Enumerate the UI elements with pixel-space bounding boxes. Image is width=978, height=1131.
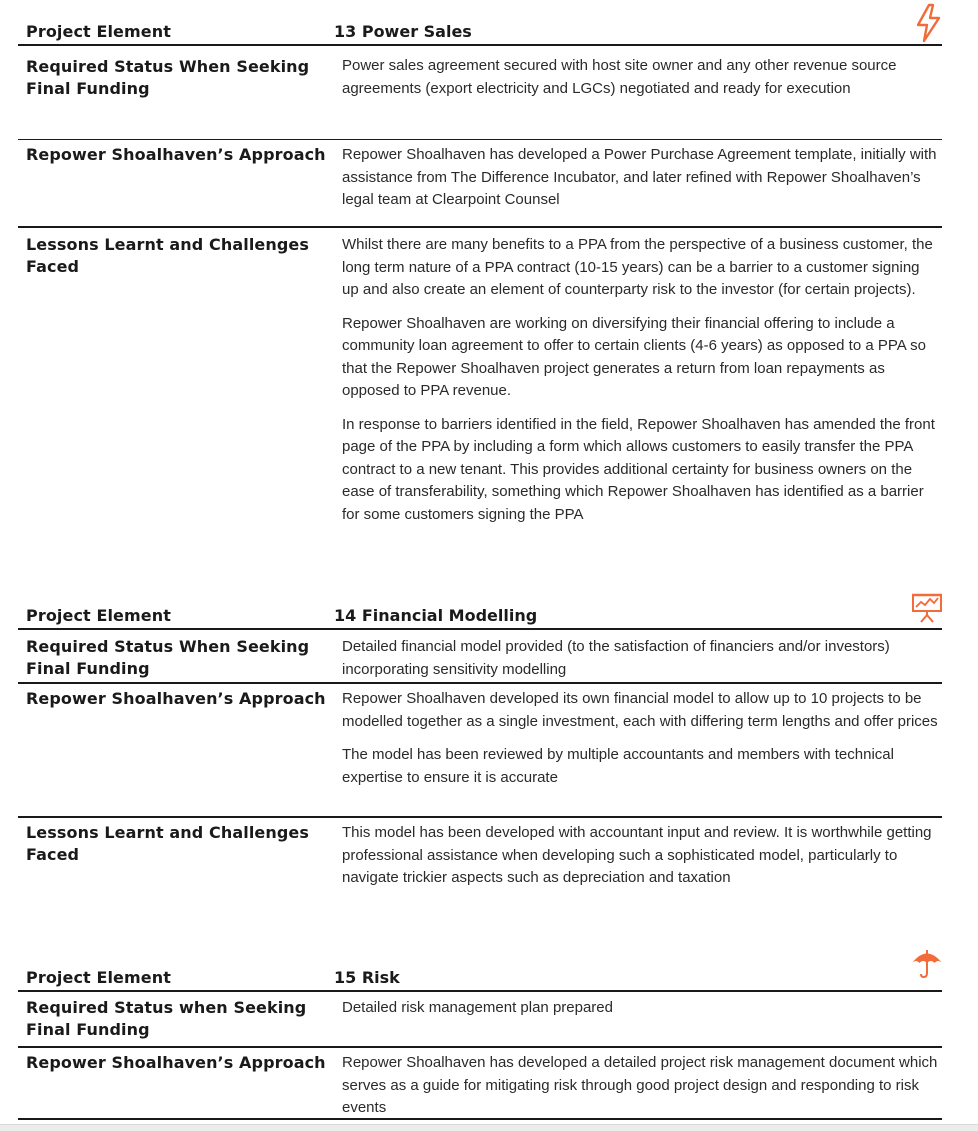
row-paragraph: Repower Shoalhaven has developed a detailed project risk management document which serves as a guide for mitigating risk through good project design and responding to risk events <box>342 1054 938 1116</box>
row-paragraph: Power sales agreement secured with host site owner and any other revenue source agreements (export electricity and LGCs) negotiated and ready for execution <box>342 57 897 97</box>
row-value <box>334 234 942 556</box>
row-value <box>334 636 942 682</box>
section-title: 13 Power Sales <box>334 22 472 41</box>
section-financial-modelling <box>18 606 942 916</box>
row-paragraph: Whilst there are many benefits to a PPA from the perspective of a business customer, the long term nature of a PPA contract (10-15 years) can be a barrier to a customer signing up and also create an element of counterparty risk to the investor (for certain projects). <box>342 236 933 298</box>
lightning-bolt-icon <box>913 3 943 43</box>
row-label: Required Status When Seeking Final Funding <box>26 637 310 678</box>
row-paragraph: This model has been developed with accountant input and review. It is worthwhile getting professional assistance when developing such a sophisticated model, particularly to navigate trickier aspects such as depreciation and taxation <box>342 824 932 886</box>
section-header <box>18 964 942 992</box>
row-paragraph: In response to barriers identified in the field, Repower Shoalhaven has amended the front page of the PPA by including a form which allows customers to easily transfer the PPA contract to a new tenant. This provides additional certainty for business owners on the ease of transferability, something which Repower Shoalhaven has identified as a barrier for some customers signing the PPA <box>342 415 935 523</box>
row-paragraph: Repower Shoalhaven are working on diversifying their financial offering to include a community loan agreement to offer to certain clients (4-6 years) as opposed to a PPA so that the Repower Shoalhaven project generates a return from loan repayments as opposed to PPA revenue. <box>342 314 926 399</box>
header-label: Project Element <box>26 22 171 41</box>
row-paragraph: Detailed financial model provided (to the satisfaction of financiers and/or investors) incorporating sensitivity modelling <box>342 638 890 678</box>
row-paragraph: Repower Shoalhaven has developed a Power Purchase Agreement template, initially with assistance from The Difference Incubator, and later refined with Repower Shoalhaven’s legal team at Clearpoint Counsel <box>342 146 937 208</box>
umbrella-icon <box>910 946 944 980</box>
section-title: 14 Financial Modelling <box>334 606 538 625</box>
row-label: Repower Shoalhaven’s Approach <box>26 689 326 708</box>
row-value <box>334 822 942 916</box>
section-power-sales-body <box>18 55 942 556</box>
row-label: Repower Shoalhaven’s Approach <box>26 1053 326 1072</box>
table-row <box>18 816 942 916</box>
table-row <box>18 55 942 139</box>
row-value <box>334 144 942 226</box>
table-row <box>18 139 942 226</box>
row-value <box>334 1052 942 1118</box>
row-paragraph: Repower Shoalhaven developed its own financial model to allow up to 10 projects to be modelled together as a single investment, each with differing term lengths and offer prices <box>342 690 938 730</box>
table-row <box>18 682 942 816</box>
row-value <box>334 688 942 816</box>
row-label: Lessons Learnt and Challenges Faced <box>26 235 309 276</box>
section-header <box>18 606 942 630</box>
row-label: Lessons Learnt and Challenges Faced <box>26 823 309 864</box>
row-paragraph: The model has been reviewed by multiple accountants and members with technical expertise to ensure it is accurate <box>342 746 894 786</box>
section-header <box>18 24 942 46</box>
row-label: Repower Shoalhaven’s Approach <box>26 145 326 164</box>
section-title: 15 Risk <box>334 968 400 987</box>
table-row <box>18 1046 942 1120</box>
table-row <box>18 992 942 1046</box>
row-label: Required Status when Seeking Final Funding <box>26 998 307 1039</box>
row-value <box>334 997 942 1046</box>
table-row <box>18 630 942 682</box>
table-row <box>18 226 942 556</box>
header-label: Project Element <box>26 606 171 625</box>
header-label: Project Element <box>26 968 171 987</box>
section-risk <box>18 964 942 1120</box>
presentation-chart-icon <box>911 593 943 623</box>
row-value <box>334 55 942 139</box>
row-label: Required Status When Seeking Final Funding <box>26 57 310 98</box>
row-paragraph: Detailed risk management plan prepared <box>342 999 613 1016</box>
